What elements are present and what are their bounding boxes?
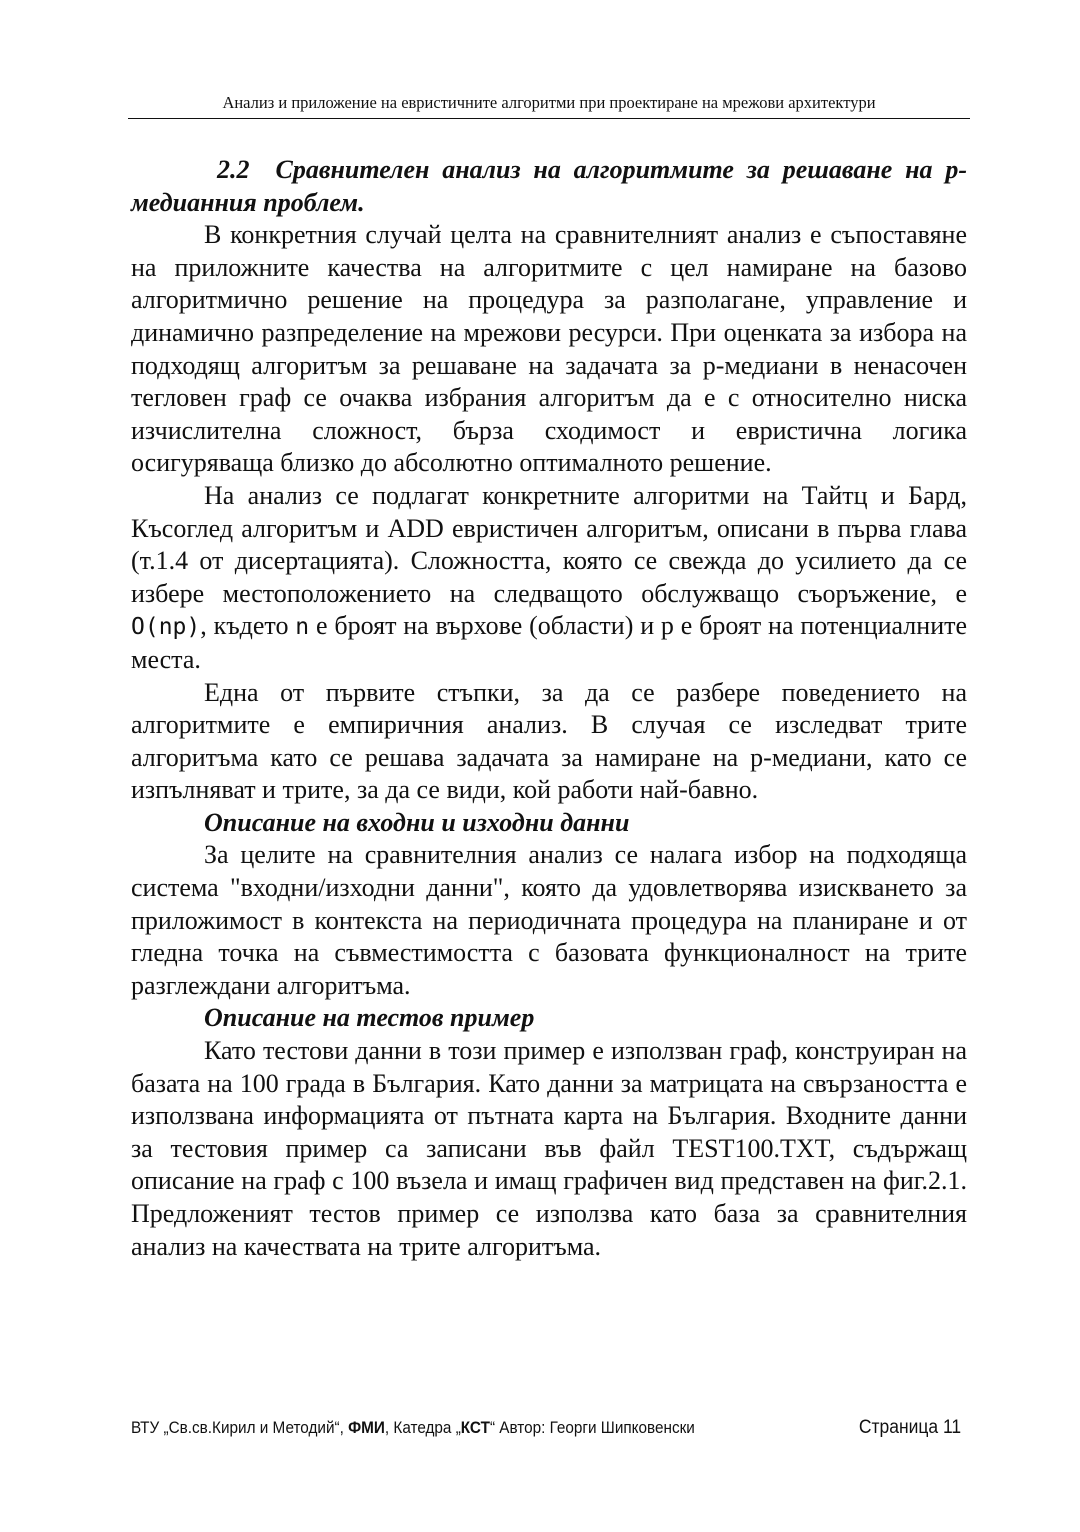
paragraph-1: В конкретния случай целта на сравнителният анализ е съпоставяне на приложните качества на алгоритмите с цел намиране на базово алгоритмично решение на процедура за разполагане, управление и динамично разпределение на мрежови ресурси. При оценката за избора на подходящ алгоритъм за решаване на задачата за p-медиани в ненасочен тегловен граф се очаква избрания алгоритъм да е с относително ниска изчислителна сложност, бърза сходимост и евристична логика осигуряваща близко до абсолютно оптималното решение.: [131, 220, 967, 478]
footer-faculty: ФМИ: [348, 1418, 385, 1437]
paragraph-3: Една от първите стъпки, за да се разбере поведението на алгоритмите е емпиричния анализ. В случая се изследват трите алгоритъма като се решава задачата за намиране на p-медиани, като се изпълняват и трите, за да се види, кой работи най-бавно.: [131, 677, 967, 805]
complexity-formula: O(np): [131, 614, 201, 641]
subheading-test-example: Описание на тестов пример: [204, 1003, 535, 1033]
footer-attribution: [131, 1416, 695, 1440]
page-footer: [131, 1416, 967, 1442]
paragraph-5: Като тестови данни в този пример е използван граф, конструиран на базата на 100 града в България. Като данни за матрицата на свързаността е използвана информацията от пътната карта на България. Входните данни за тестовия пример са записани във файл TEST100.TXT, съдържащ описание на граф с 100 възела и имащ графичен вид представен на фиг.2.1. Предложеният тестов пример се използва като база за сравнителния анализ на качествата на трите алгоритъма.: [131, 1036, 967, 1261]
section-title: Сравнителен анализ на алгоритмите за решаване на p-медианния проблем.: [131, 155, 967, 217]
running-header: [128, 92, 970, 119]
section-heading: [131, 154, 967, 219]
footer-author: “ Автор: Георги Шипковенски: [489, 1418, 695, 1437]
variable-n: n: [295, 614, 310, 641]
footer-department-prefix: , Катедра „: [384, 1418, 461, 1437]
subheading-input-output: Описание на входни и изходни данни: [204, 807, 630, 837]
paragraph-2: [131, 480, 967, 677]
footer-university: ВТУ „Св.св.Кирил и Методий“,: [131, 1418, 344, 1437]
running-header-title: Анализ и приложение на евристичните алгоритми при проектиране на мрежови архитектури: [222, 93, 876, 112]
paragraph-2-text-c: е броят на върхове (области) и p е броят на потенциалните места.: [131, 611, 968, 674]
footer-page-number: Страница 11: [858, 1417, 961, 1438]
page-body: [131, 154, 967, 1263]
paragraph-2-text-b: , където: [200, 611, 289, 641]
footer-department: КСТ: [460, 1418, 490, 1437]
paragraph-2-text-a: На анализ се подлагат конкретните алгоритми на Тайтц и Бард, Късоглед алгоритъм и ADD евристичен алгоритъм, описани в първа глава (т.1.4 от дисертацията). Сложността, която се свежда до усилието да се избере местоположението на следващото обслужващо съоръжение, е: [131, 480, 967, 608]
section-number: 2.2: [217, 155, 250, 184]
paragraph-4: За целите на сравнителния анализ се налага избор на подходяща система "входни/изходни данни", която да удовлетворява изискването за приложимост в контекста на периодичната процедура на планиране и от гледна точка на съвместимостта с базовата функционалност на трите разглеждани алгоритъма.: [131, 840, 967, 1000]
